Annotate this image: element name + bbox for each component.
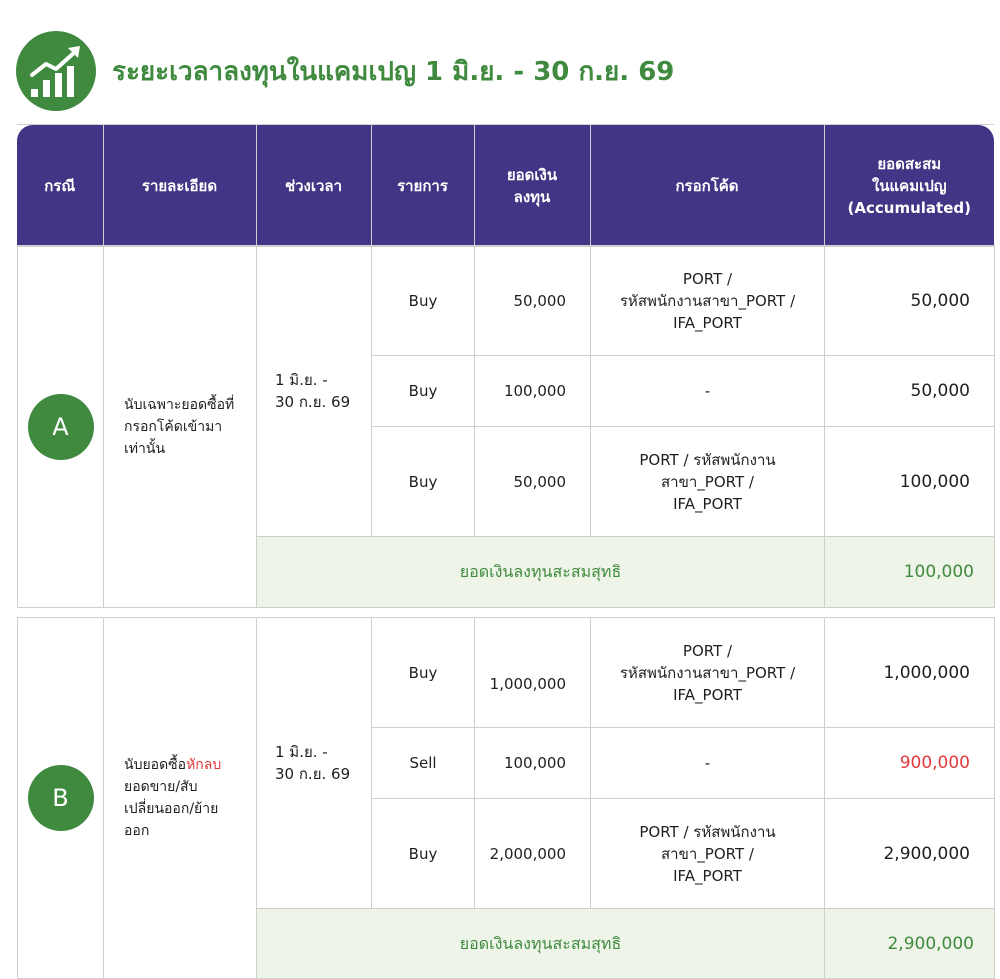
accumulated-amount: 2,900,000 — [825, 799, 995, 909]
case-detail: นับเฉพาะยอดซื้อที่ กรอกโค้ดเข้ามา เท่านั้น — [104, 246, 257, 608]
case-period: 1 มิ.ย. - 30 ก.ย. 69 — [257, 246, 372, 537]
case-cell — [18, 618, 104, 979]
transaction-type: Buy — [372, 799, 475, 909]
page-title: ระยะเวลาลงทุนในแคมเปญ 1 มิ.ย. - 30 ก.ย. 69 — [112, 57, 675, 87]
case-badge: A — [28, 394, 94, 460]
transaction-type: Buy — [372, 356, 475, 427]
investment-amount: 100,000 — [475, 728, 591, 799]
case-cell — [18, 246, 104, 608]
transaction-type: Buy — [372, 618, 475, 728]
investment-amount: 100,000 — [475, 356, 591, 427]
net-total-label: ยอดเงินลงทุนสะสมสุทธิ — [257, 909, 825, 979]
transaction-type: Sell — [372, 728, 475, 799]
column-header-accumulated: ยอดสะสม ในแคมเปญ (Accumulated) — [824, 125, 994, 247]
accumulated-amount: 50,000 — [825, 356, 995, 427]
case-period: 1 มิ.ย. - 30 ก.ย. 69 — [257, 618, 372, 909]
case-detail: นับยอดซื้อหักลบ ยอดขาย/สับ เปลี่ยนออก/ย้าย ออก — [104, 618, 257, 979]
deduct-highlight: หักลบ — [186, 757, 222, 773]
transaction-type: Buy — [372, 246, 475, 356]
transaction-type: Buy — [372, 427, 475, 537]
column-header-detail: รายละเอียด — [103, 125, 256, 247]
net-total-label: ยอดเงินลงทุนสะสมสุทธิ — [257, 537, 825, 608]
promo-code: PORT / รหัสพนักงานสาขา_PORT / IFA_PORT — [591, 246, 825, 356]
investment-amount: 1,000,000 — [475, 618, 591, 728]
column-header-amount: ยอดเงิน ลงทุน — [474, 125, 590, 247]
accumulated-amount: 50,000 — [825, 246, 995, 356]
accumulated-amount: 1,000,000 — [825, 618, 995, 728]
promo-code: PORT / รหัสพนักงานสาขา_PORT / IFA_PORT — [591, 618, 825, 728]
bar-chart-growth-icon — [16, 31, 96, 111]
accumulated-amount: 900,000 — [825, 728, 995, 799]
column-header-transaction: รายการ — [371, 125, 474, 247]
column-header-period: ช่วงเวลา — [256, 125, 371, 247]
table-header — [17, 124, 994, 247]
investment-amount: 50,000 — [475, 246, 591, 356]
case-a-section — [17, 245, 995, 608]
investment-amount: 50,000 — [475, 427, 591, 537]
promo-code: - — [591, 728, 825, 799]
promo-code: PORT / รหัสพนักงาน สาขา_PORT / IFA_PORT — [591, 799, 825, 909]
column-header-case: กรณี — [17, 125, 103, 247]
net-total-value: 100,000 — [825, 537, 995, 608]
investment-amount: 2,000,000 — [475, 799, 591, 909]
accumulated-amount: 100,000 — [825, 427, 995, 537]
case-badge: B — [28, 765, 94, 831]
column-header-code: กรอกโค้ด — [590, 125, 824, 247]
promo-code: - — [591, 356, 825, 427]
case-b-section — [17, 617, 995, 979]
net-total-value: 2,900,000 — [825, 909, 995, 979]
promo-code: PORT / รหัสพนักงาน สาขา_PORT / IFA_PORT — [591, 427, 825, 537]
